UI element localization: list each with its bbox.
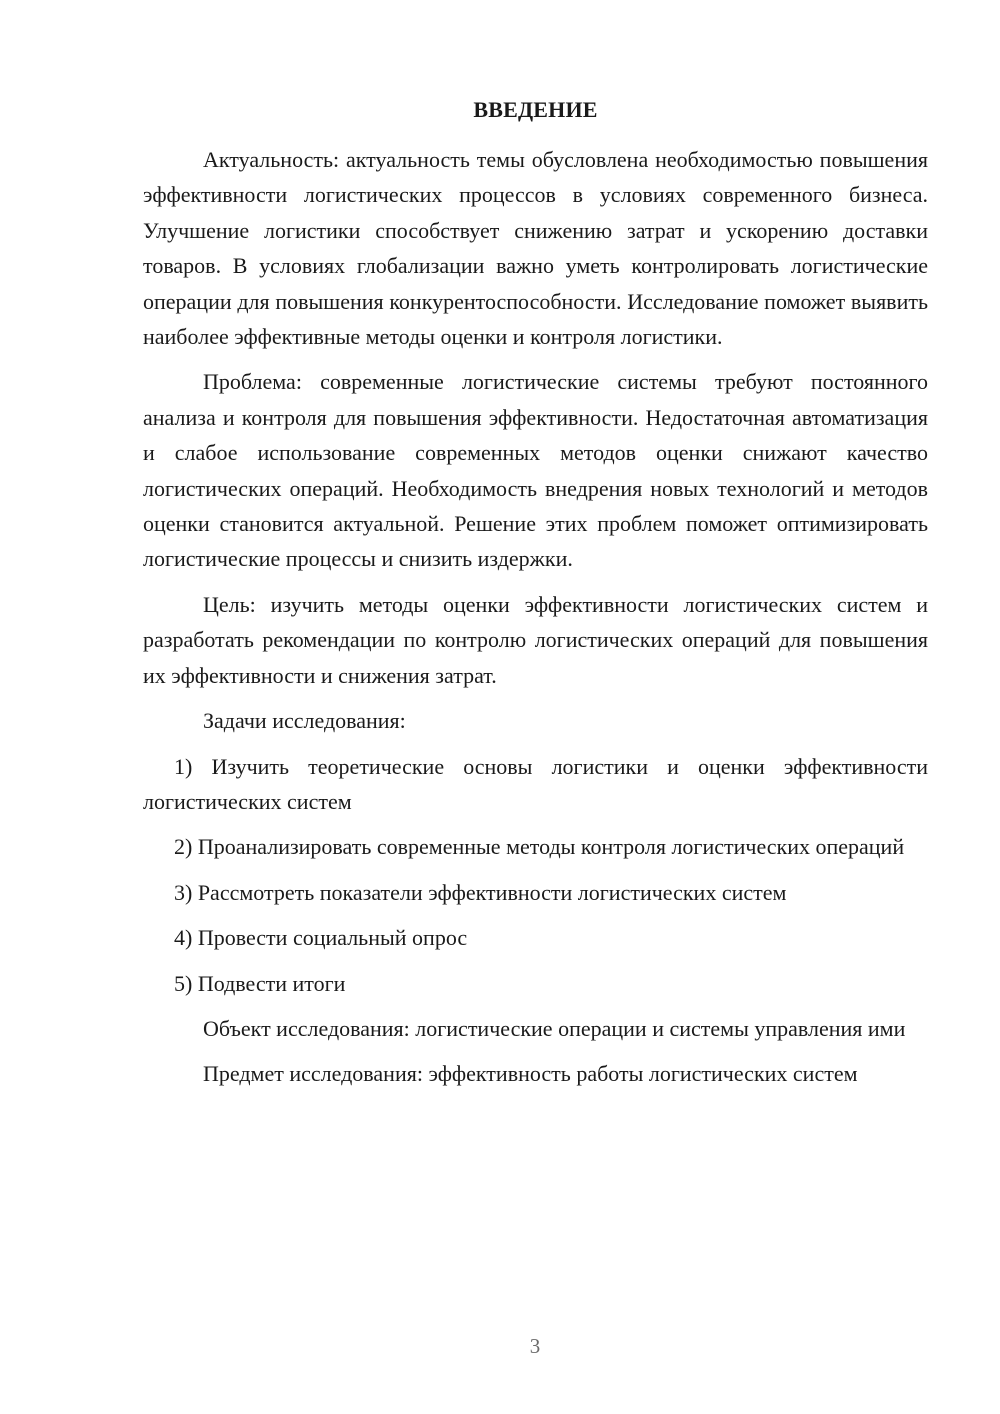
subject-paragraph: Предмет исследования: эффективность работы логистических систем — [203, 1061, 858, 1087]
problem-paragraph: Проблема: современные логистические системы требуют постоянного анализа и контроля для повышения эффективности. Недостаточная автоматизация и слабое использование современных методов оценки снижают качество логистических операций. Необходимость внедрения новых технологий и методов оценки становится актуальной. Решение этих проблем поможет оптимизировать логистические процессы и снизить издержки. — [143, 369, 928, 572]
document-page — [143, 92, 928, 1102]
task-item: 2) Проанализировать современные методы контроля логистических операций — [174, 834, 905, 860]
goal-paragraph: Цель: изучить методы оценки эффективности логистических систем и разработать рекомендации по контролю логистических операций для повышения их эффективности и снижения затрат. — [143, 591, 928, 688]
tasks-heading: Задачи исследования: — [203, 708, 406, 734]
task-item: 1) Изучить теоретические основы логистики и оценки эффективности логистических систем — [143, 753, 928, 814]
task-item: 4) Провести социальный опрос — [174, 925, 468, 951]
relevance-paragraph: Актуальность: актуальность темы обусловлена необходимостью повышения эффективности логистических процессов в условиях современного бизнеса. Улучшение логистики способствует снижению затрат и ускорению доставки товаров. В условиях глобализации важно уметь контролировать логистические операции для повышения конкурентоспособности. Исследование поможет выявить наиболее эффективные методы оценки и контроля логистики. — [143, 147, 928, 350]
task-item: 5) Подвести итоги — [174, 970, 346, 996]
task-item: 3) Рассмотреть показатели эффективности логистических систем — [174, 879, 787, 905]
section-title: ВВЕДЕНИЕ — [473, 97, 598, 122]
object-paragraph: Объект исследования: логистические операции и системы управления ими — [203, 1015, 906, 1041]
page-number: 3 — [529, 1334, 541, 1358]
